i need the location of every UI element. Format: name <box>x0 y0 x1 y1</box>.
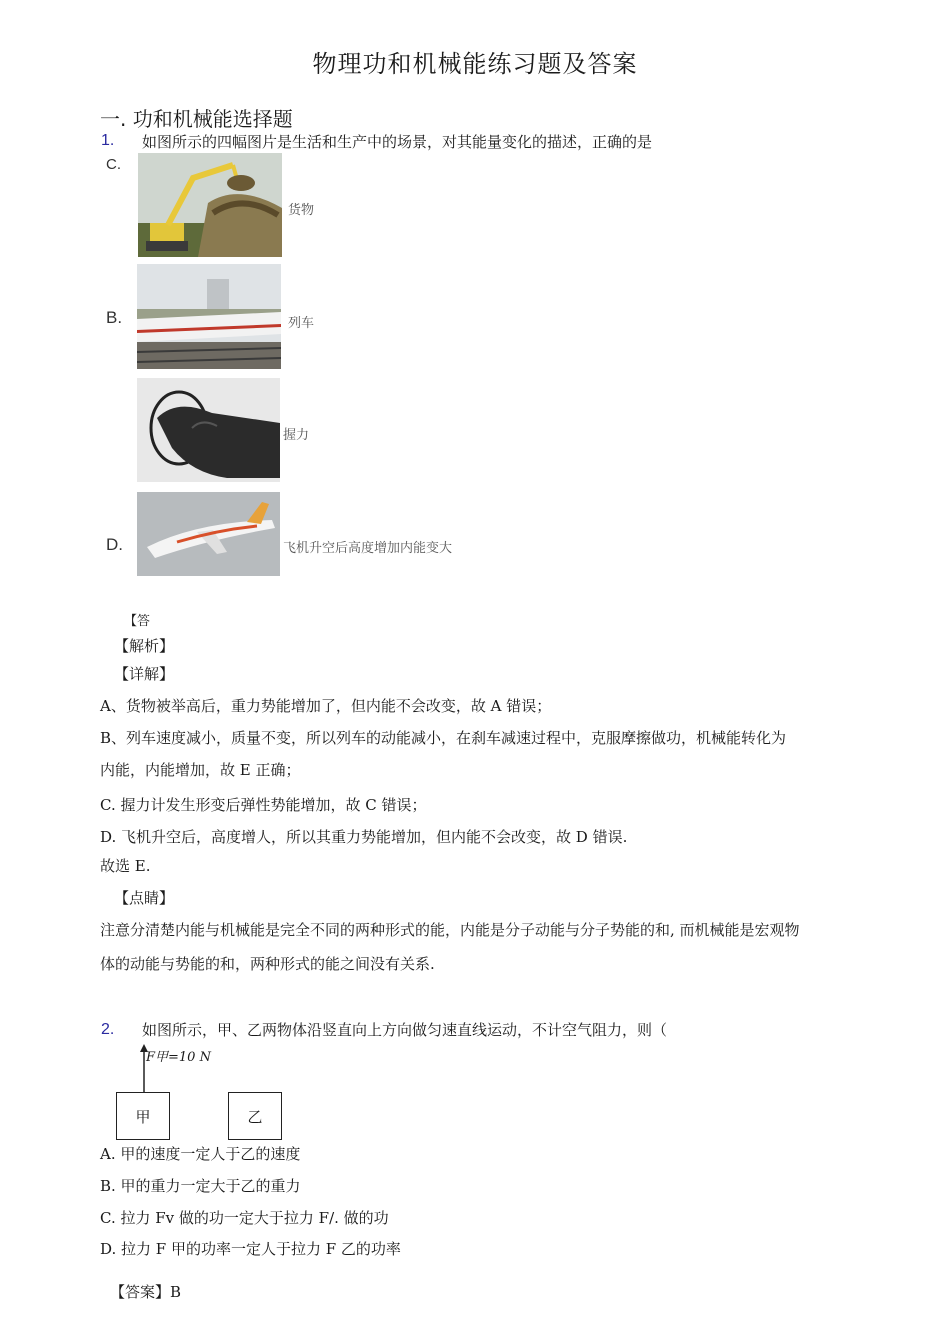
q1-comment-line-1: 注意分清楚内能与机械能是完全不同的两种形式的能，内能是分子动能与分子势能的和, 而机械能是宏观物 <box>100 921 800 939</box>
q1-detail-label: 【详解】 <box>114 665 175 683</box>
box-jia-label: 甲 <box>135 1108 151 1126</box>
q1-detail-line-c: C. 握力计发生形变后弹性势能增加，故 C 错误； <box>100 796 427 814</box>
q1-overlap-label: C. <box>106 156 121 173</box>
q1-number: 1. <box>101 132 115 149</box>
airplane-photo <box>137 492 280 576</box>
q2-number: 2. <box>101 1021 115 1038</box>
box-jia <box>116 1092 170 1140</box>
q1-detail-line-b2: 内能，内能增加，故 E 正确； <box>100 761 301 779</box>
q1-detail-line-d: D. 飞机升空后，高度增人，所以其重力势能增加，但内能不会改变，故 D 错误. <box>100 828 628 846</box>
train-photo <box>137 264 281 369</box>
q2-stem: 如图所示，甲、乙两物体沿竖直向上方向做匀速直线运动，不计空气阻力，则（ <box>142 1021 668 1039</box>
q2-option-d: D. 拉力 F 甲的功率一定人于拉力 F 乙的功率 <box>100 1240 401 1258</box>
page-title: 物理功和机械能练习题及答案 <box>312 50 638 78</box>
q2-option-b: B. 甲的重力一定大于乙的重力 <box>100 1177 301 1195</box>
grip-photo <box>137 378 280 482</box>
force-label: F甲=10 N <box>146 1050 211 1065</box>
q1-analysis-label: 【解析】 <box>114 637 175 655</box>
q1-stem: 如图所示的四幅图片是生活和生产中的场景，对其能量变化的描述，正确的是 <box>142 133 653 151</box>
excavator-photo <box>138 153 282 257</box>
q1-option-b-caption: 列车 <box>288 316 315 331</box>
q1-answer-fragment: 【答 <box>124 614 151 629</box>
q1-option-a-caption: 货物 <box>288 203 315 218</box>
q1-comment-label: 【点睛】 <box>114 889 175 907</box>
q2-answer: 【答案】B <box>110 1283 182 1301</box>
q1-comment-line-2: 体的动能与势能的和，两种形式的能之间没有关系. <box>100 955 435 973</box>
q1-detail-line-a: A、货物被举高后，重力势能增加了，但内能不会改变，故 A 错误； <box>100 697 552 715</box>
q1-option-b-label: B. <box>106 308 123 327</box>
q1-detail-line-b1: B、列车速度减小，质量不变，所以列车的动能减小，在刹车减速过程中，克服摩擦做功，机械能转化为 <box>100 729 787 747</box>
box-yi-label: 乙 <box>247 1108 263 1126</box>
section-heading: 一. 功和机械能选择题 <box>100 107 293 131</box>
q1-option-d-label: D. <box>106 535 123 554</box>
q2-option-c: C. 拉力 Fv 做的功一定大于拉力 F/. 做的功 <box>100 1209 389 1227</box>
q1-choice: 故选 E. <box>100 857 151 875</box>
q2-option-a: A. 甲的速度一定人于乙的速度 <box>100 1145 301 1163</box>
box-yi <box>228 1092 282 1140</box>
q1-option-d-caption: 飞机升空后高度增加内能变大 <box>283 541 453 556</box>
q1-option-c-caption: 握力 <box>283 428 310 443</box>
